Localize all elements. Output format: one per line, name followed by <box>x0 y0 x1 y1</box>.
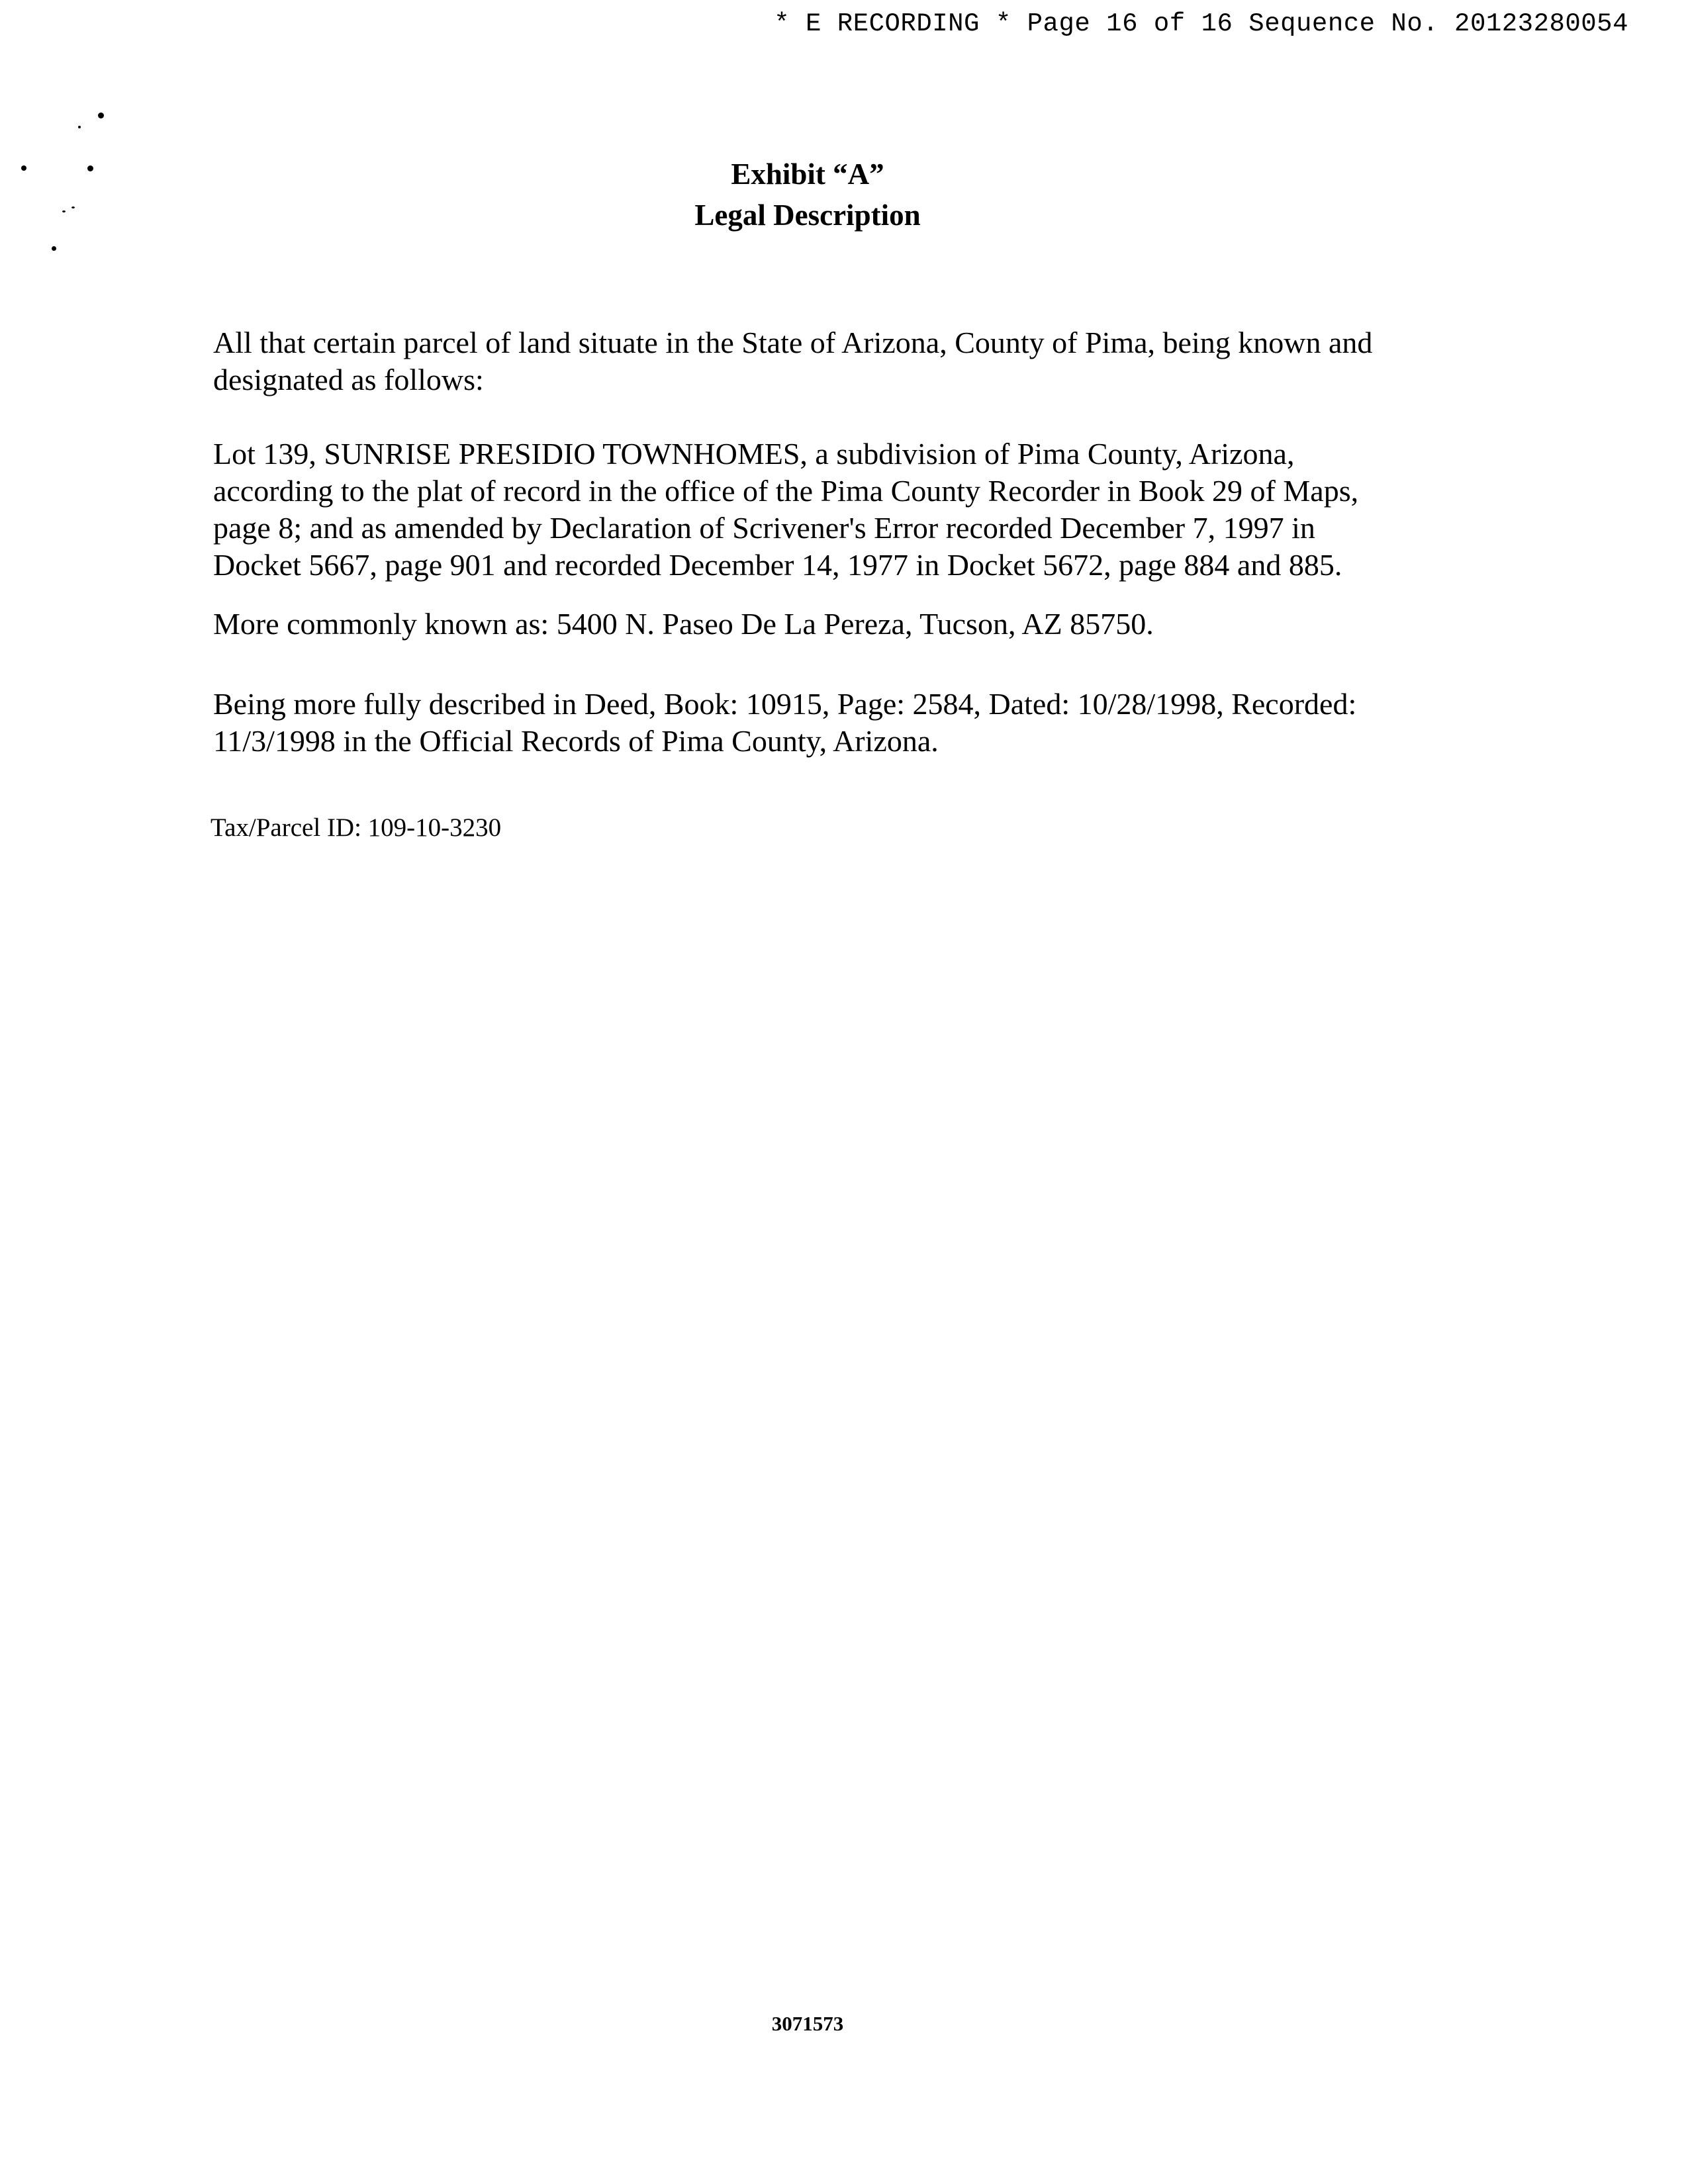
paragraph-lot-description: Lot 139, SUNRISE PRESIDIO TOWNHOMES, a subdivision of Pima County, Arizona, according to the plat of record in the office of the Pima County Recorder in Book 29 of Maps, page 8; and as amended by Declaration of Scrivener's Error recorded December 7, 1997 in Docket 5667, page 901 and recorded December 14, 1977 in Docket 5672, page 884 and 885. <box>213 437 1359 582</box>
scan-speck <box>71 206 75 208</box>
tax-parcel-id: Tax/Parcel ID: 109-10-3230 <box>211 813 502 842</box>
scan-speck <box>21 165 26 171</box>
recording-stamp: * E RECORDING * Page 16 of 16 Sequence No. 20123280054 <box>774 9 1628 38</box>
exhibit-title: Exhibit “A” <box>731 158 884 191</box>
exhibit-heading <box>0 154 1615 236</box>
document-number: 3071573 <box>771 2012 844 2035</box>
scan-speck <box>52 246 56 251</box>
scan-speck <box>78 126 81 128</box>
scan-speck <box>87 165 93 171</box>
paragraph-parcel-intro: All that certain parcel of land situate in the State of Arizona, County of Pima, being known and designated as follows: <box>213 326 1373 396</box>
exhibit-subtitle: Legal Description <box>694 199 921 232</box>
scan-speck <box>62 210 66 212</box>
paragraph-deed-reference: Being more fully described in Deed, Book: 10915, Page: 2584, Dated: 10/28/1998, Recorded: 11/3/1998 in the Official Records of Pima County, Arizona. <box>213 687 1357 758</box>
scan-speck <box>98 113 104 118</box>
paragraph-common-address: More commonly known as: 5400 N. Paseo De La Pereza, Tucson, AZ 85750. <box>213 607 1154 641</box>
